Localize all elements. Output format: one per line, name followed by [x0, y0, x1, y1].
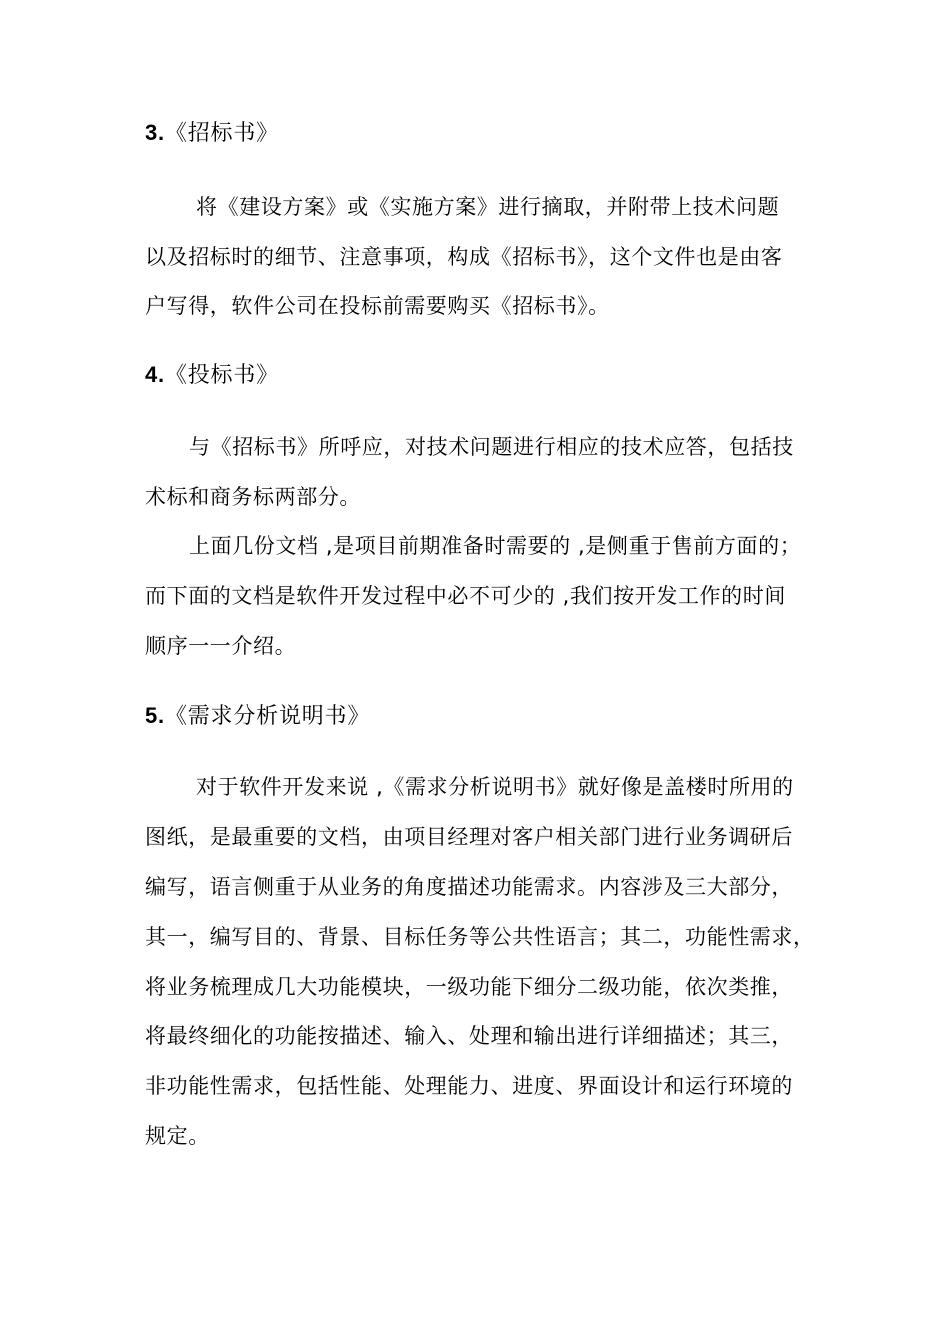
section-4-heading [145, 361, 815, 390]
paragraph-line: 其一，编写目的、背景、目标任务等公共性语言；其二，功能性需求， [145, 925, 815, 949]
paragraph-line: 非功能性需求，包括性能、处理能力、进度、界面设计和运行环境的 [145, 1074, 793, 1098]
paragraph-line: 将业务梳理成几大功能模块，一级功能下细分二级功能，依次类推， [145, 975, 793, 999]
paragraph-line: 图纸，是最重要的文档，由项目经理对客户相关部门进行业务调研后 [145, 825, 793, 849]
section-number: 3. [145, 120, 165, 145]
paragraph-line: 将最终细化的功能按描述、输入、处理和输出进行详细描述；其三， [145, 1024, 793, 1048]
section-5-heading [145, 702, 815, 731]
section-number: 4. [145, 362, 165, 387]
paragraph-line: 顺序一一介绍。 [145, 634, 297, 658]
section-3-heading [145, 119, 815, 148]
paragraph-line: 与《招标书》所呼应，对技术问题进行相应的技术应答，包括技 [189, 435, 794, 459]
section-number: 5. [145, 703, 165, 728]
paragraph-line: 对于软件开发来说 ,《需求分析说明书》就好像是盖楼时所用的 [196, 775, 794, 799]
paragraph-line: 规定。 [145, 1124, 210, 1148]
section-title: 《招标书》 [164, 121, 279, 146]
section-title: 《需求分析说明书》 [164, 704, 371, 729]
section-title: 《投标书》 [164, 363, 279, 388]
paragraph-line: 上面几份文档 ,是项目前期准备时需要的 ,是侧重于售前方面的； [189, 534, 802, 558]
paragraph-line: 户写得，软件公司在投标前需要购买《招标书》。 [145, 294, 610, 318]
paragraph-line: 编写，语言侧重于从业务的角度描述功能需求。内容涉及三大部分， [145, 875, 793, 899]
paragraph-line: 术标和商务标两部分。 [145, 485, 361, 509]
paragraph-line: 而下面的文档是软件开发过程中必不可少的 ,我们按开发工作的时间 [145, 584, 786, 608]
paragraph-line: 以及招标时的细节、注意事项，构成《招标书》，这个文件也是由客 [145, 245, 783, 269]
paragraph-line: 将《建设方案》或《实施方案》进行摘取，并附带上技术问题 [196, 195, 780, 219]
